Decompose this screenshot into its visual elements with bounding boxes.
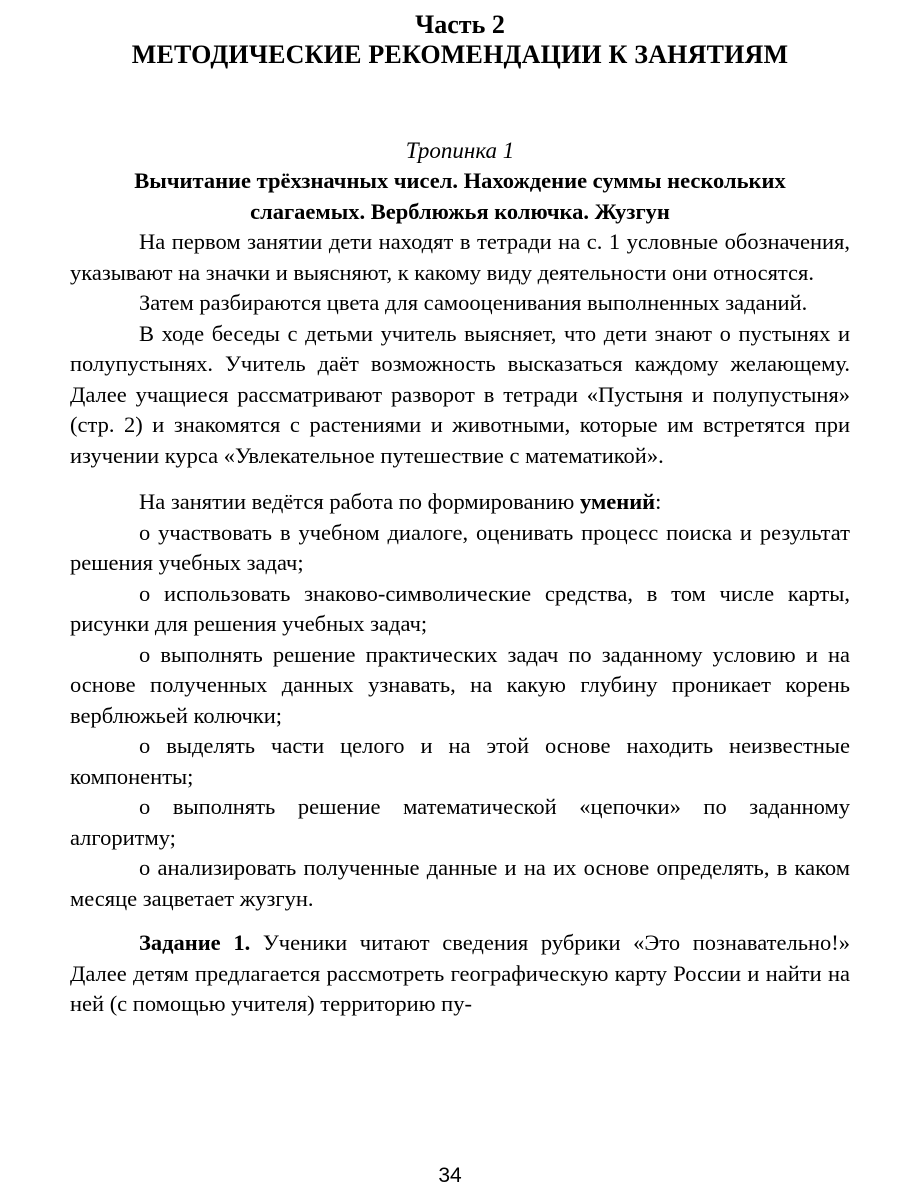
page-content bbox=[70, 10, 850, 1020]
skills-intro-bold: умений bbox=[579, 489, 656, 514]
skill-item-4: o выделять части целого и на этой основе находить неизвестные компоненты; bbox=[70, 733, 850, 789]
skill-item-2: o использовать знаково-символические средства, в том числе карты, рисунки для решения учебных задач; bbox=[70, 580, 850, 636]
skill-item-1: o участвовать в учебном диалоге, оценивать процесс поиска и результат решения учебных задач; bbox=[70, 519, 850, 575]
lesson-label: Тропинка 1 bbox=[405, 138, 515, 163]
skills-intro-text: На занятии ведётся работа по формированию bbox=[139, 489, 580, 514]
part-title: Часть 2 bbox=[415, 10, 505, 39]
lesson-title-line-1: Вычитание трёхзначных чисел. Нахождение суммы нескольких bbox=[134, 168, 786, 193]
lesson-title-line-2: слагаемых. Верблюжья колючка. Жузгун bbox=[250, 198, 670, 224]
page-number: 34 bbox=[438, 1164, 462, 1187]
skills-intro bbox=[70, 487, 850, 518]
paragraph-3: В ходе беседы с детьми учитель выясняет, что дети знают о пустынях и полупустынях. Учитель даёт возможность высказаться каждому желающему. Далее учащиеся рассматривают разворот в тетради «Пустыня и полупустыня» (стр. 2) и знакомятся с растениями и животными, которые им встретятся при изучении курса «Увлекательное путешествие с математикой». bbox=[70, 320, 850, 468]
skill-item-5: o выполнять решение математической «цепочки» по заданному алгоритму; bbox=[70, 794, 850, 850]
spacer bbox=[70, 471, 850, 487]
lesson-title bbox=[70, 166, 850, 227]
skills-intro-end: : bbox=[655, 489, 662, 514]
paragraph-1: На первом занятии дети находят в тетради на с. 1 условные обозначения, указывают на значки и выясняют, к какому виду деятельности они относятся. bbox=[70, 229, 850, 285]
skill-item-6: o анализировать полученные данные и на их основе определять, в каком месяце зацветает жузгун. bbox=[70, 855, 850, 911]
paragraph-2: Затем разбираются цвета для самооценивания выполненных заданий. bbox=[139, 290, 808, 315]
section-title: МЕТОДИЧЕСКИЕ РЕКОМЕНДАЦИИ К ЗАНЯТИЯМ bbox=[131, 40, 789, 69]
task-paragraph bbox=[70, 928, 850, 1020]
skill-item-3: o выполнять решение практических задач по заданному условию и на основе полученных данных узнавать, на какую глубину проникает корень верблюжьей колючки; bbox=[70, 641, 850, 728]
task-text: Ученики читают сведения рубрики «Это познавательно!» Далее детям предлагается рассмотреть географическую карту России и найти на ней (с помощью учителя) территорию пу- bbox=[70, 930, 850, 1016]
task-label: Задание 1. bbox=[139, 930, 251, 955]
spacer bbox=[70, 914, 850, 928]
